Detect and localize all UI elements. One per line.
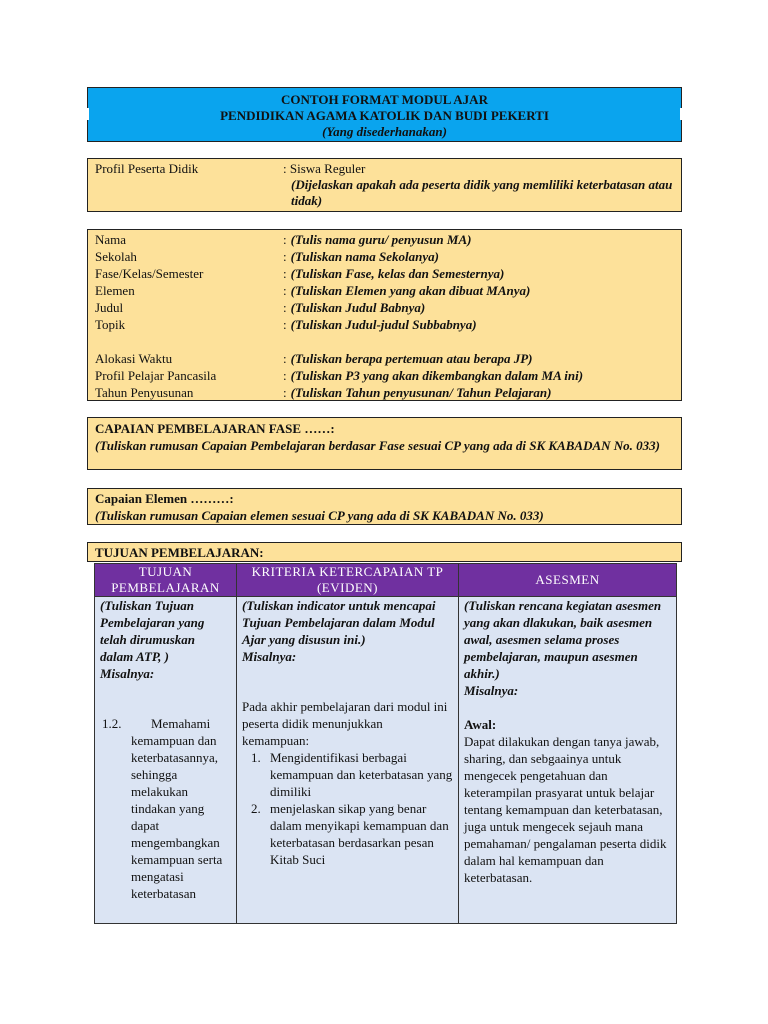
asesmen-misalnya: Misalnya:	[464, 683, 519, 698]
title-line-2: PENDIDIKAN AGAMA KATOLIK DAN BUDI PEKERTI	[220, 108, 549, 123]
header-tujuan: TUJUAN PEMBELAJARAN	[95, 564, 237, 597]
asesmen-awal-label: Awal:	[464, 717, 497, 732]
profil-value-wrap	[283, 161, 674, 177]
identitas-value-wrap	[283, 231, 674, 248]
identitas-label: Topik	[95, 317, 126, 332]
identitas-row	[95, 350, 674, 367]
profil-sep: :	[283, 161, 287, 176]
identitas-value: (Tuliskan Judul-judul Subbabnya)	[290, 317, 477, 332]
identitas-value-wrap	[283, 248, 674, 265]
list-item: 1. Mengidentifikasi berbagai kemampuan dan keterbatasan yang dimiliki	[264, 749, 453, 800]
identitas-value-wrap	[283, 367, 674, 384]
tujuan-item-number: 1.2.	[102, 716, 122, 731]
title-line-3: (Yang disederhanakan)	[322, 124, 447, 139]
identitas-label: Tahun Penyusunan	[95, 385, 194, 400]
header-kriteria: KRITERIA KETERCAPAIAN TP (EVIDEN)	[237, 564, 459, 597]
capaian-elemen-heading: Capaian Elemen ………:	[95, 491, 234, 506]
tujuan-heading-box	[87, 542, 682, 562]
tujuan-item	[100, 715, 231, 902]
identitas-label: Profil Pelajar Pancasila	[95, 368, 217, 383]
cell-tujuan	[95, 597, 237, 924]
identitas-sep: :	[283, 351, 287, 366]
cell-asesmen	[459, 597, 677, 924]
kriteria-instruction: (Tuliskan indicator untuk mencapai Tujuan Pembelajaran dalam Modul Ajar yang disusun ini.)	[242, 598, 436, 647]
tujuan-item-text: Memahami kemampuan dan keterbatasannya, sehingga melakukan tindakan yang dapat mengembangkan kemampuan serta mengatasi keterbatasan	[131, 716, 223, 901]
identitas-value: (Tuliskan Tahun penyusunan/ Tahun Pelajaran)	[290, 385, 552, 400]
profil-value: Siswa Reguler	[289, 161, 366, 176]
tujuan-table	[94, 563, 677, 924]
identitas-sep: :	[283, 300, 287, 315]
title-left-marker	[86, 108, 89, 120]
identitas-value: (Tuliskan P3 yang akan dikembangkan dalam MA ini)	[290, 368, 584, 383]
identitas-value-wrap	[283, 265, 674, 282]
identitas-sep: :	[283, 385, 287, 400]
identitas-sep: :	[283, 249, 287, 264]
identitas-value-wrap	[283, 350, 674, 367]
header-asesmen: ASESMEN	[459, 564, 677, 597]
tujuan-heading: TUJUAN PEMBELAJARAN:	[95, 545, 264, 560]
title-line-1: CONTOH FORMAT MODUL AJAR	[281, 92, 488, 107]
kriteria-misalnya: Misalnya:	[242, 649, 297, 664]
table-row	[95, 597, 677, 924]
kriteria-intro: Pada akhir pembelajaran dari modul ini peserta didik menunjukkan kemampuan:	[242, 699, 448, 748]
identitas-row	[95, 265, 674, 282]
identitas-value: (Tuliskan Elemen yang akan dibuat MAnya)	[290, 283, 531, 298]
capaian-fase-text: (Tuliskan rumusan Capaian Pembelajaran berdasar Fase sesuai CP yang ada di SK KABADAN No. 033)	[95, 438, 660, 453]
identitas-row	[95, 384, 674, 401]
identitas-row	[95, 316, 674, 333]
capaian-fase-heading: CAPAIAN PEMBELAJARAN FASE ……:	[95, 421, 335, 436]
identitas-value-wrap	[283, 333, 674, 350]
tujuan-instruction: (Tuliskan Tujuan Pembelajaran yang telah dirumuskan dalam ATP, )	[100, 598, 205, 664]
identitas-row	[95, 367, 674, 384]
identitas-label: Fase/Kelas/Semester	[95, 266, 204, 281]
tujuan-misalnya: Misalnya:	[100, 666, 155, 681]
profil-label: Profil Peserta Didik	[95, 161, 199, 176]
profil-note: (Dijelaskan apakah ada peserta didik yang memliliki keterbatasan atau tidak)	[291, 177, 673, 208]
identitas-label: Elemen	[95, 283, 135, 298]
identitas-label: Sekolah	[95, 249, 137, 264]
identitas-sep: :	[283, 232, 287, 247]
identitas-row	[95, 231, 674, 248]
identitas-value-wrap	[283, 316, 674, 333]
cell-kriteria	[237, 597, 459, 924]
title-right-marker	[680, 108, 683, 120]
document-title-box	[87, 87, 682, 142]
identitas-box	[87, 229, 682, 401]
identitas-value-wrap	[283, 282, 674, 299]
capaian-elemen-text: (Tuliskan rumusan Capaian elemen sesuai CP yang ada di SK KABADAN No. 033)	[95, 508, 544, 523]
kriteria-list	[242, 749, 453, 868]
identitas-row	[95, 248, 674, 265]
identitas-value: (Tuliskan berapa pertemuan atau berapa JP)	[290, 351, 533, 366]
identitas-label: Alokasi Waktu	[95, 351, 173, 366]
identitas-value: (Tuliskan nama Sekolanya)	[290, 249, 439, 264]
asesmen-instruction: (Tuliskan rencana kegiatan asesmen yang akan dlakukan, baik asesmen awal, asesmen selama proses pembelajaran, maupun asesmen akhir.)	[464, 598, 662, 681]
identitas-label: Judul	[95, 300, 124, 315]
identitas-sep: :	[283, 368, 287, 383]
identitas-label	[95, 333, 283, 350]
list-item: 2. menjelaskan sikap yang benar dalam menyikapi kemampuan dan keterbatasan berdasarkan pesan Kitab Suci	[264, 800, 453, 868]
identitas-value-wrap	[283, 299, 674, 316]
profil-peserta-box	[87, 158, 682, 212]
capaian-elemen-box	[87, 488, 682, 525]
identitas-sep: :	[283, 266, 287, 281]
identitas-sep: :	[283, 317, 287, 332]
identitas-label: Nama	[95, 232, 127, 247]
identitas-sep: :	[283, 283, 287, 298]
identitas-row	[95, 282, 674, 299]
asesmen-awal-text: Dapat dilakukan dengan tanya jawab, sharing, dan sebgaainya untuk mengecek pengetahuan dan keterampilan prasyarat untuk belajar tentang kemampuan dan keterbatasan, juga untuk mengecek sejauh mana pemahaman/ pengalaman peserta didik dalam hal kemampuan dan keterbatasan.	[464, 734, 667, 885]
identitas-row	[95, 299, 674, 316]
identitas-value: (Tuliskan Judul Babnya)	[290, 300, 426, 315]
identitas-value: (Tulis nama guru/ penyusun MA)	[290, 232, 472, 247]
table-header-row	[95, 564, 677, 597]
capaian-fase-box	[87, 417, 682, 470]
identitas-row	[95, 333, 674, 350]
identitas-value-wrap	[283, 384, 674, 401]
identitas-value: (Tuliskan Fase, kelas dan Semesternya)	[290, 266, 505, 281]
